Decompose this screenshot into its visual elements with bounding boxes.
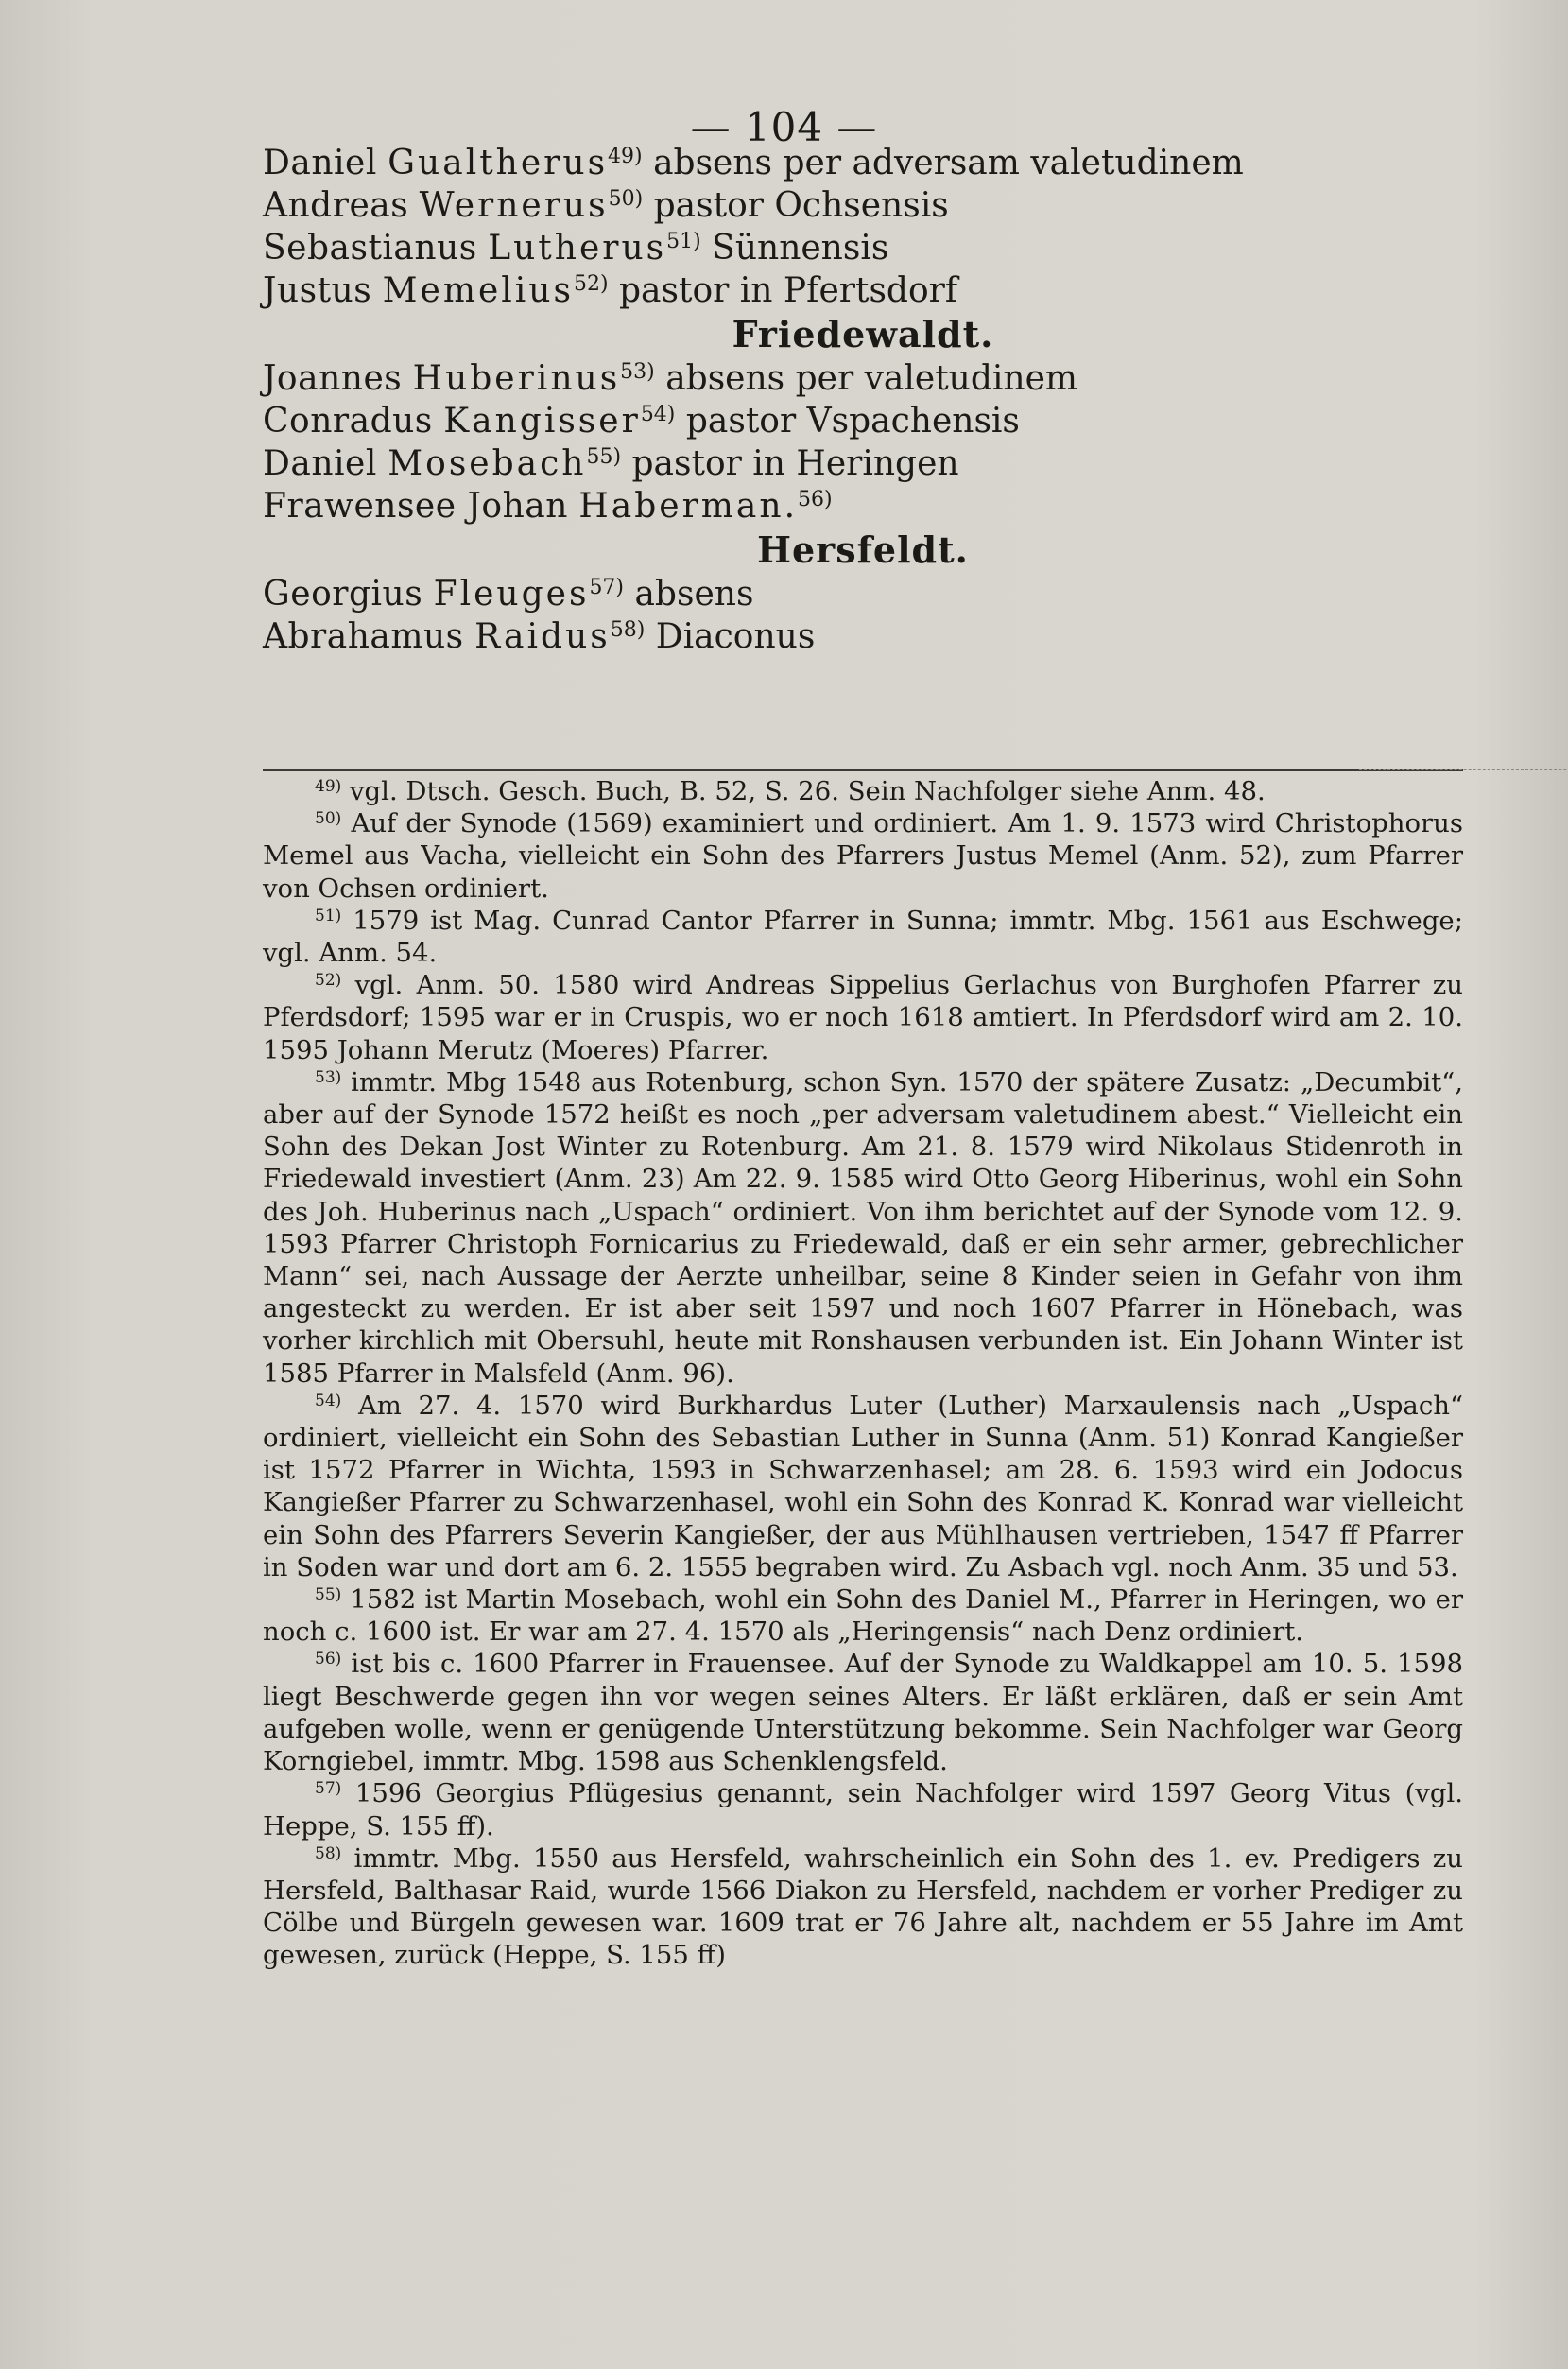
footnote-50: $^{50)}$ Auf der Synode (1569) examiniert und ordiniert. Am 1. 9. 1573 wird Christophorus Memel aus Vacha, vielleicht ein Sohn des Pfarrers Justus Memel (Anm. 52), zum Pfarrer von Ochsen ordiniert. [263,808,1463,904]
clergy-list-top [263,142,1463,658]
footnote-51: $^{51)}$ 1579 ist Mag. Cunrad Cantor Pfarrer in Sunna; immtr. Mbg. 1561 aus Eschwege; vgl. Anm. 54. [263,905,1463,969]
footnote-55: $^{55)}$ 1582 ist Martin Mosebach, wohl ein Sohn des Daniel M., Pfarrer in Heringen, wo er noch c. 1600 ist. Er war am 27. 4. 1570 als „Heringensis“ nach Denz ordiniert. [263,1584,1463,1648]
list-item: Sebastianus Lutherus$^{51)}$ Sünnensis [263,229,889,268]
footnote-58: $^{58)}$ immtr. Mbg. 1550 aus Hersfeld, wahrscheinlich ein Sohn des 1. ev. Predigers zu Hersfeld, Balthasar Raid, wurde 1566 Diakon zu Hersfeld, nachdem er vorher Prediger zu Cölbe und Bürgeln gewesen war. 1609 trat er 76 Jahre alt, nachdem er 55 Jahre im Amt gewesen, zurück (Heppe, S. 155 ff) [263,1842,1463,1971]
list-item: Daniel Gualtherus$^{49)}$ absens per adversam valetudinem [263,144,1244,182]
footnote-53: $^{53)}$ immtr. Mbg 1548 aus Rotenburg, schon Syn. 1570 der spätere Zusatz: „Decumbit“, aber auf der Synode 1572 heißt es noch „per adversam valetudinem abest.“ Vielleicht ein Sohn des Dekan Jost Winter zu Rotenburg. Am 21. 8. 1579 wird Nikolaus Stidenroth in Friedewald investiert (Anm. 23) Am 22. 9. 1585 wird Otto Georg Hiberinus, wohl ein Sohn des Joh. Huberinus nach „Uspach“ ordiniert. Von ihm berichtet auf der Synode vom 12. 9. 1593 Pfarrer Christoph Fornicarius zu Friedewald, daß er ein sehr armer, gebrechlicher Mann“ sei, nach Aussage der Aerzte unheilbar, seine 8 Kinder seien in Gefahr von ihm angesteckt zu werden. Er ist aber seit 1597 und noch 1607 Pfarrer in Hönebach, was vorher kirchlich mit Obersuhl, heute mit Ronshausen verbunden ist. Ein Johann Winter ist 1585 Pfarrer in Malsfeld (Anm. 96). [263,1066,1463,1389]
list-item: Andreas Wernerus$^{50)}$ pastor Ochsensis [263,186,949,225]
footnote-separator [263,769,1463,771]
list-item: Georgius Fleuges$^{57)}$ absens [263,575,754,614]
footnote-49: $^{49)}$ vgl. Dtsch. Gesch. Buch, B. 52, S. 26. Sein Nachfolger siehe Anm. 48. [315,776,1266,806]
footnote-52: $^{52)}$ vgl. Anm. 50. 1580 wird Andreas Sippelius Gerlachus von Burghofen Pfarrer zu Pferdsdorf; 1595 war er in Cruspis, wo er noch 1618 amtiert. In Pferdsdorf wird am 2. 10. 1595 Johann Merutz (Moeres) Pfarrer. [263,970,1463,1065]
list-item: Daniel Mosebach$^{55)}$ pastor in Heringen [263,444,959,483]
footnote-56: $^{56)}$ ist bis c. 1600 Pfarrer in Frauensee. Auf der Synode zu Waldkappel am 10. 5. 1598 liegt Beschwerde gegen ihn vor wegen seines Alters. Er läßt erklären, daß er sein Amt aufgeben wolle, wenn er genügende Unterstützung bekomme. Sein Nachfolger war Georg Korngiebel, immtr. Mbg. 1598 aus Schenklengsfeld. [263,1649,1463,1777]
section-heading-hersfeld: Hersfeldt. [757,528,969,571]
footnotes [263,775,1463,1972]
list-item: Joannes Huberinus$^{53)}$ absens per valetudinem [263,359,1078,398]
footnote-54: $^{54)}$ Am 27. 4. 1570 wird Burkhardus Luter (Luther) Marxaulensis nach „Uspach“ ordiniert, vielleicht ein Sohn des Sebastian Luther in Sunna (Anm. 51) Konrad Kangießer ist 1572 Pfarrer in Wichta, 1593 in Schwarzenhasel; am 28. 6. 1593 wird ein Jodocus Kangießer Pfarrer zu Schwarzenhasel, wohl ein Sohn des Konrad K. Konrad war vielleicht ein Sohn des Pfarrers Severin Kangießer, der aus Mühlhausen vertrieben, 1547 ff Pfarrer in Soden war und dort am 6. 2. 1555 begraben wird. Zu Asbach vgl. noch Anm. 35 und 53. [263,1390,1463,1582]
footnote-57: $^{57)}$ 1596 Georgius Pflügesius genannt, sein Nachfolger wird 1597 Georg Vitus (vgl. Heppe, S. 155 ff). [263,1778,1463,1842]
page-number: — 104 — [690,104,878,150]
list-item: Abrahamus Raidus$^{58)}$ Diaconus [263,617,816,656]
list-item: Conradus Kangisser$^{54)}$ pastor Vspachensis [263,402,1020,441]
section-heading-friedewald: Friedewaldt. [732,313,994,355]
list-item: Frawensee Johan Haberman.$^{56)}$ [263,487,833,526]
list-item: Justus Memelius$^{52)}$ pastor in Pfertsdorf [263,271,958,310]
